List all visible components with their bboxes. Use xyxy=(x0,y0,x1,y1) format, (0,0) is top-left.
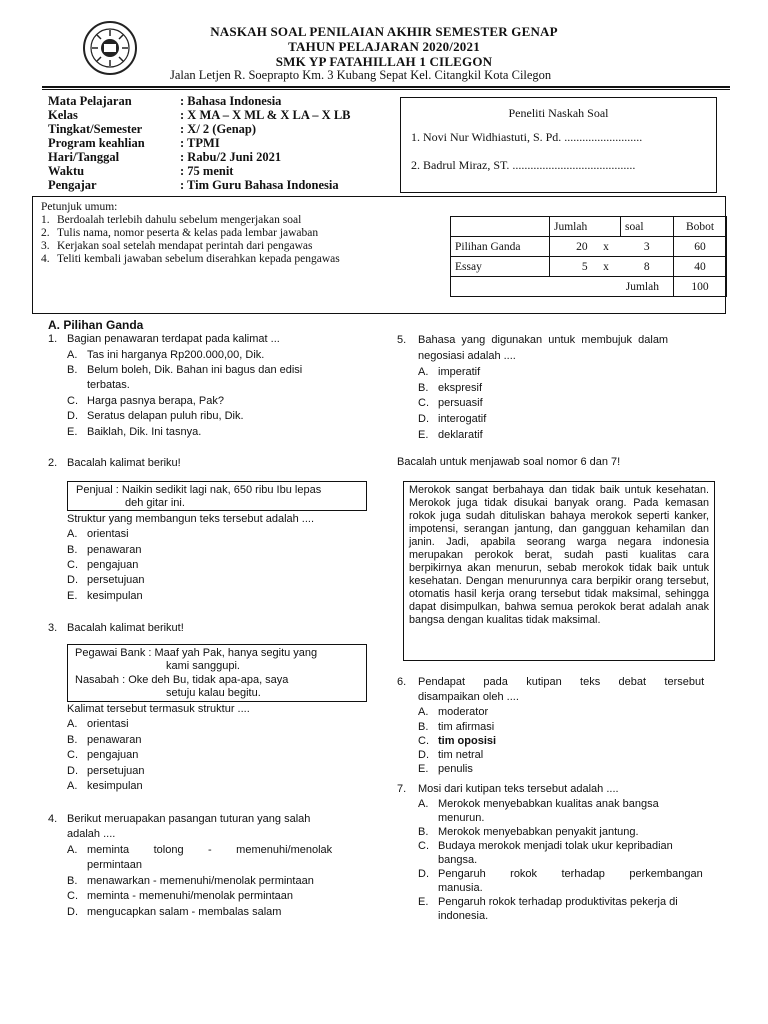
question-text: Kalimat tersebut termasuk struktur .... xyxy=(67,703,250,715)
info-value: : Tim Guru Bahasa Indonesia xyxy=(180,178,339,192)
info-value: : Bahasa Indonesia xyxy=(180,94,282,108)
option xyxy=(67,409,244,424)
question-text: Bacalah kalimat beriku! xyxy=(67,457,181,469)
header-year: TAHUN PELAJARAN 2020/2021 xyxy=(288,39,480,54)
option-text: tim afirmasi xyxy=(438,721,495,733)
question-text: Struktur yang membangun teks tersebut adalah .... xyxy=(67,513,315,525)
option xyxy=(67,779,143,794)
option xyxy=(418,839,673,854)
question-number: 6. xyxy=(397,676,407,688)
reviewer-1: 1. Novi Nur Widhiastuti, S. Pd. .......................... xyxy=(411,130,643,144)
option-letter: D. xyxy=(67,574,78,586)
option-letter: C. xyxy=(67,749,78,761)
option-text: Merokok menyebabkan penyakit jantung. xyxy=(438,826,639,838)
option-text: menawarkan - memenuhi/menolak permintaan xyxy=(87,875,314,887)
option-text: penulis xyxy=(438,763,473,775)
option-letter: D. xyxy=(67,410,78,422)
table-row xyxy=(451,217,727,237)
option xyxy=(418,428,483,443)
option-letter: C. xyxy=(67,395,78,407)
dialogue-line: kami sanggupi. xyxy=(166,660,240,672)
option-letter: B. xyxy=(418,382,429,394)
option-text: penawaran xyxy=(87,734,142,746)
table-row xyxy=(451,237,727,257)
header-school: SMK YP FATAHILLAH 1 CILEGON xyxy=(275,54,493,69)
option-letter: A. xyxy=(67,528,78,540)
option-text: Tas ini harganya Rp200.000,00, Dik. xyxy=(87,349,265,361)
option-text: Budaya merokok menjadi tolak ukur kepribadian xyxy=(438,840,673,852)
dialogue-line: Nasabah : Oke deh Bu, tidak apa-apa, saya xyxy=(75,674,289,686)
reviewer-title: Peneliti Naskah Soal xyxy=(508,106,609,120)
question-text: Bacalah kalimat berikut! xyxy=(67,622,184,634)
table-cell: Jumlah xyxy=(550,217,621,237)
option-text: Baiklah, Dik. Ini tasnya. xyxy=(87,426,202,438)
info-label: Waktu xyxy=(48,164,85,178)
instruction-text: Tulis nama, nomor peserta & kelas pada lembar jawaban xyxy=(57,227,319,239)
instruction-text: Teliti kembali jawaban sebelum diserahkan kepada pengawas xyxy=(57,253,340,265)
option-text: meminta tolong - memenuhi/menolak xyxy=(87,844,333,856)
instruction-item xyxy=(41,253,340,265)
table-cell: 5 xyxy=(550,257,592,277)
option xyxy=(67,348,264,363)
dialogue-line: setuju kalau begitu. xyxy=(166,687,261,699)
info-value: : X MA – X ML & X LA – X LB xyxy=(180,108,351,122)
option-text: persuasif xyxy=(438,397,483,409)
option-text: menurun. xyxy=(438,812,485,824)
option-letter: A. xyxy=(67,718,78,730)
option-letter: B. xyxy=(418,826,429,838)
option-letter: E. xyxy=(418,896,429,908)
option xyxy=(67,378,130,393)
question-text: Bahasa yang digunakan untuk membujuk dalam xyxy=(418,334,669,346)
instruction-number: 3. xyxy=(41,240,50,252)
option-text: persetujuan xyxy=(87,574,145,586)
option-text: terbatas. xyxy=(87,379,130,391)
reviewer-box xyxy=(400,97,717,193)
option-text: Pengaruh rokok terhadap produktivitas pekerja di xyxy=(438,896,678,908)
table-cell: 20 xyxy=(550,237,592,257)
table-row xyxy=(451,277,727,297)
option xyxy=(418,895,678,910)
instruction-number: 1. xyxy=(41,214,50,226)
option xyxy=(67,425,201,440)
header-address: Jalan Letjen R. Soeprapto Km. 3 Kubang Sepat Kel. Citangkil Kota Cilegon xyxy=(170,68,552,82)
option-text: persetujuan xyxy=(87,765,145,777)
info-value: : 75 menit xyxy=(180,164,234,178)
table-cell: x xyxy=(592,237,621,257)
option-letter: A. xyxy=(67,844,78,856)
option xyxy=(67,764,145,779)
option-letter: C. xyxy=(418,735,429,747)
reading-instruction: Bacalah untuk menjawab soal nomor 6 dan 7! xyxy=(397,456,621,468)
option xyxy=(67,843,332,858)
option xyxy=(67,543,141,558)
option-text: kesimpulan xyxy=(87,590,143,602)
option-text: meminta - memenuhi/menolak permintaan xyxy=(87,890,294,902)
option-text: Belum boleh, Dik. Bahan ini bagus dan edisi xyxy=(87,364,303,376)
option xyxy=(418,867,703,882)
option xyxy=(418,797,659,812)
instruction-text: Kerjakan soal setelah mendapat perintah dari pengawas xyxy=(57,240,313,252)
question-text: Bagian penawaran terdapat pada kalimat ... xyxy=(67,333,280,345)
option xyxy=(418,881,483,896)
option xyxy=(67,905,281,920)
option xyxy=(67,527,129,542)
option-letter: B. xyxy=(418,721,429,733)
table-row xyxy=(451,257,727,277)
option-letter: B. xyxy=(67,364,78,376)
table-cell: Pilihan Ganda xyxy=(451,237,550,257)
option-text: permintaan xyxy=(87,859,143,871)
option-letter: D. xyxy=(67,765,78,777)
option-text: ekspresif xyxy=(438,382,483,394)
question-number: 3. xyxy=(48,622,58,634)
option xyxy=(418,720,494,735)
question-number: 5. xyxy=(397,334,407,346)
table-cell: 8 xyxy=(621,257,674,277)
info-label: Pengajar xyxy=(48,178,97,192)
option xyxy=(418,853,477,868)
dialogue-line: Pegawai Bank : Maaf yah Pak, hanya segitu yang xyxy=(75,647,318,659)
option-letter: E. xyxy=(67,590,78,602)
info-label: Hari/Tanggal xyxy=(48,150,120,164)
instructions-title: Petunjuk umum: xyxy=(41,201,118,213)
option-letter: D. xyxy=(418,413,429,425)
option xyxy=(67,394,224,409)
option xyxy=(67,874,314,889)
option-text: imperatif xyxy=(438,366,481,378)
table-cell: soal xyxy=(621,217,674,237)
question-text: Berikut meruapakan pasangan tuturan yang salah xyxy=(67,813,311,825)
instruction-number: 2. xyxy=(41,227,50,239)
reading-passage: Merokok sangat berbahaya dan tidak baik untuk kesehatan. Merokok juga tidak disukai banyak orang. Pada kemasan rokok juga sudah dituliskan bahaya merokok seperti kanker, impotensi, serangan jantung, dan gangguan kehamilan dan janin. Jadi, apabila seorang warga negara indonesia merupakan perokok berat, sudah pasti kualitas cara berpikirnya akan menurun, sebab merokok tidak baik untuk kesehatan. Dengan menurunnya cara berpikir orang tersebut, otomatis hasil kerja orang tersebut tidak maksimal, sehingga dapat disimpulkan, bahwa semua perokok berat adalah anak bangsa dengan kualitas tidak maksimal. xyxy=(403,481,715,661)
table-cell: 40 xyxy=(674,257,727,277)
option-text: tim oposisi xyxy=(438,735,497,747)
option xyxy=(418,811,484,826)
option-text: mengucapkan salam - membalas salam xyxy=(87,906,282,918)
header-title: NASKAH SOAL PENILAIAN AKHIR SEMESTER GENAP xyxy=(210,24,558,39)
table-cell: 3 xyxy=(621,237,674,257)
option xyxy=(67,717,129,732)
header-rule-thin xyxy=(42,89,730,90)
score-table xyxy=(450,216,727,297)
option-text: manusia. xyxy=(438,882,483,894)
section-title: A. Pilihan Ganda xyxy=(48,318,144,332)
option xyxy=(67,363,302,378)
info-label: Mata Pelajaran xyxy=(48,94,132,108)
info-label: Program keahlian xyxy=(48,136,145,150)
table-cell: Jumlah xyxy=(451,277,674,297)
option-letter: C. xyxy=(418,397,429,409)
option-text: kesimpulan xyxy=(87,780,143,792)
option-letter: E. xyxy=(418,763,429,775)
option-text: Merokok menyebabkan kualitas anak bangsa xyxy=(438,798,659,810)
option-letter: C. xyxy=(67,890,78,902)
option-text: orientasi xyxy=(87,528,129,540)
option-letter: C. xyxy=(67,559,78,571)
question-number: 4. xyxy=(48,813,58,825)
option-letter: B. xyxy=(67,734,78,746)
option xyxy=(418,762,473,777)
dialogue-box xyxy=(67,481,367,511)
option-text: bangsa. xyxy=(438,854,478,866)
dialogue-box xyxy=(67,644,367,702)
option-text: interogatif xyxy=(438,413,487,425)
option xyxy=(418,909,488,924)
option-letter: E. xyxy=(67,426,78,438)
option-text: moderator xyxy=(438,706,489,718)
dialogue-line: Penjual : Naikin sedikit lagi nak, 650 ribu Ibu lepas xyxy=(76,484,322,496)
reviewer-2: 2. Badrul Miraz, ST. ......................................... xyxy=(411,158,636,172)
option-letter: A. xyxy=(418,798,429,810)
option xyxy=(418,381,482,396)
question-text: Pendapat pada kutipan teks debat tersebut xyxy=(418,676,705,688)
question-text: adalah .... xyxy=(67,828,116,840)
option-text: Pengaruh rokok terhadap perkembangan xyxy=(438,868,703,880)
question-text: disampaikan oleh .... xyxy=(418,691,519,703)
option-text: indonesia. xyxy=(438,910,489,922)
option xyxy=(418,825,639,840)
option-text: Harga pasnya berapa, Pak? xyxy=(87,395,224,407)
option-text: deklaratif xyxy=(438,429,483,441)
table-cell: 100 xyxy=(674,277,727,297)
option-text: Seratus delapan puluh ribu, Dik. xyxy=(87,410,244,422)
option-text: tim netral xyxy=(438,749,484,761)
question-text: Mosi dari kutipan teks tersebut adalah .... xyxy=(418,783,619,795)
option-letter: D. xyxy=(67,906,78,918)
option xyxy=(67,858,142,873)
option-letter: B. xyxy=(67,544,78,556)
option xyxy=(418,734,496,749)
option xyxy=(67,733,141,748)
info-label: Kelas xyxy=(48,108,78,122)
option-letter: A. xyxy=(418,366,429,378)
option xyxy=(418,396,483,411)
question-number: 2. xyxy=(48,457,58,469)
option xyxy=(418,705,488,720)
option xyxy=(67,573,145,588)
info-value: : X/ 2 (Genap) xyxy=(180,122,257,136)
option-text: pengajuan xyxy=(87,559,139,571)
info-value: : TPMI xyxy=(180,136,220,150)
table-cell: Bobot xyxy=(674,217,727,237)
instruction-number: 4. xyxy=(41,253,50,265)
option-text: orientasi xyxy=(87,718,129,730)
option xyxy=(67,589,143,604)
option-letter: A. xyxy=(67,349,78,361)
dialogue-line: deh gitar ini. xyxy=(125,497,185,509)
option-text: pengajuan xyxy=(87,749,139,761)
question-number: 7. xyxy=(397,783,407,795)
option-letter: E. xyxy=(418,429,429,441)
option xyxy=(418,365,480,380)
option-letter: A. xyxy=(418,706,429,718)
option-letter: B. xyxy=(67,875,78,887)
table-cell xyxy=(451,217,550,237)
table-cell: Essay xyxy=(451,257,550,277)
instruction-item xyxy=(41,214,301,226)
header-rule xyxy=(42,86,730,88)
option-letter: A. xyxy=(67,780,78,792)
info-label: Tingkat/Semester xyxy=(48,122,143,136)
table-cell: x xyxy=(592,257,621,277)
info-value: : Rabu/2 Juni 2021 xyxy=(180,150,282,164)
instruction-text: Berdoalah terlebih dahulu sebelum mengerjakan soal xyxy=(57,214,302,226)
option-letter: D. xyxy=(418,749,429,761)
option-letter: C. xyxy=(418,840,429,852)
option xyxy=(418,748,483,763)
table-cell: 60 xyxy=(674,237,727,257)
question-text: negosiasi adalah .... xyxy=(418,350,516,362)
option xyxy=(67,748,138,763)
option xyxy=(67,558,138,573)
option xyxy=(67,889,293,904)
instruction-item xyxy=(41,240,312,252)
option-text: penawaran xyxy=(87,544,142,556)
question-number: 1. xyxy=(48,333,58,345)
option xyxy=(418,412,486,427)
instruction-item xyxy=(41,227,318,239)
option-letter: D. xyxy=(418,868,429,880)
